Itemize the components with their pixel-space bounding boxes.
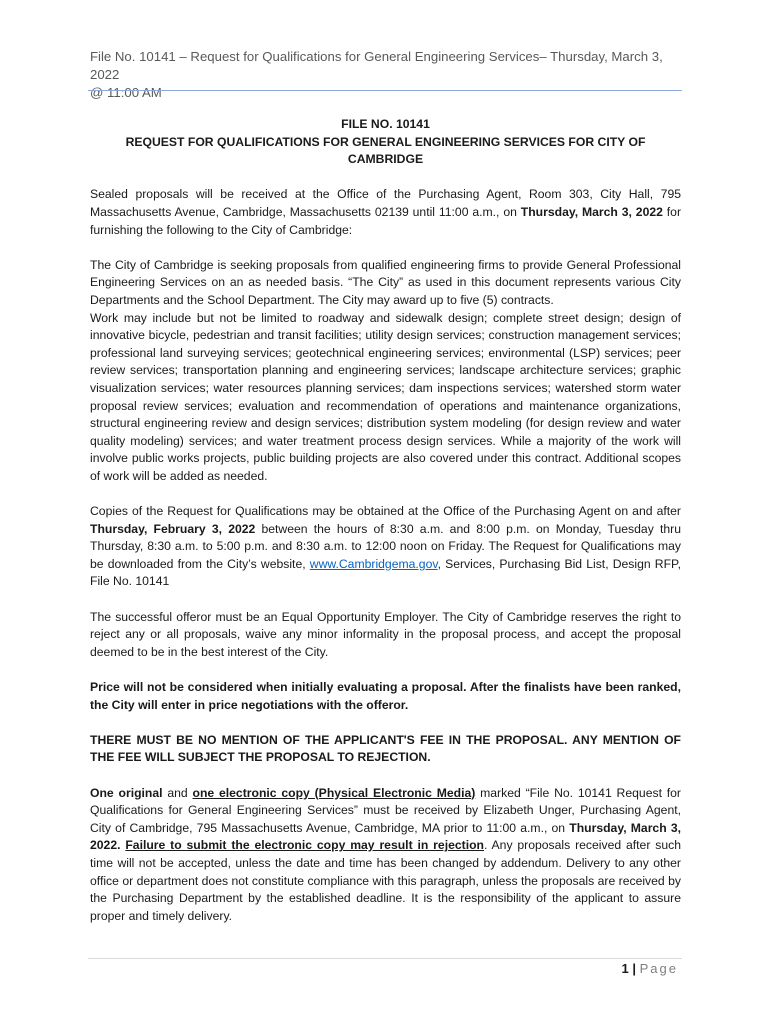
paragraph-city-seeking: The City of Cambridge is seeking proposals from qualified engineering firms to provide General Professional Engineering Services on an as needed basis. “The City” as used in this document represents various City Departments and the School Department. The City may award up to five (5) contracts. — [90, 257, 681, 307]
paragraph-equal-opportunity: The successful offeror must be an Equal Opportunity Employer. The City of Cambridge reserves the right to reject any or all proposals, waive any minor informality in the proposal process, and accept the proposal deemed to be in the best interest of the City. — [90, 609, 681, 659]
p1-deadline-date: Thursday, March 3, 2022 — [520, 204, 663, 219]
page-separator: | — [632, 961, 636, 976]
p8-deadline-date: Thursday, March 3, 2022. — [90, 820, 681, 853]
page-label: Page — [639, 961, 678, 976]
paragraph-copies — [90, 503, 681, 591]
p4-text-d: , Services, Purchasing Bid List, Design RFP, File No. 10141 — [90, 556, 681, 589]
page-number: 1 — [621, 961, 629, 976]
paragraph-work-scope: Work may include but not be limited to roadway and sidewalk design; complete street design; design of innovative bicycle, pedestrian and transit facilities; utility design services; construction management services; professional land surveying services; geotechnical engineering services; environmental (LSP) services; peer review services; transportation planning and engineering services; landscape architecture services; graphic visualization services; water resources planning services; dam inspections services; watershed storm water proposal review services; evaluation and recommendation of operations and maintenance organizations, structural engineering review and design services; distribution system modeling (for design review and water quality modeling) services; and water treatment process design services. While a majority of the work will involve public works projects, public building projects are also covered under this contract. Additional scopes of work will be added as needed. — [90, 310, 681, 483]
p8-text-h: . Any proposals received after such time will not be accepted, unless the date and time has been changed by addendum. Delivery to any other office or department does not constitute compliance with this paragraph, unless the proposals are received by the Purchasing Department by the established deadline. It is the responsibility of the applicant to assure proper and timely delivery. — [90, 838, 681, 923]
paragraph-price-notice — [90, 679, 681, 714]
p8-text-d: marked “File No. 10141 Request for Qualifications for General Engineering Services” must be received by Elizabeth Unger, Purchasing Agent, City of Cambridge, 795 Massachusetts Avenue, Cambridge, MA prior to 11:00 a.m., on — [90, 785, 681, 835]
p4-availability-date: Thursday, February 3, 2022 — [90, 521, 256, 536]
footer-divider — [88, 958, 682, 959]
rfq-title: REQUEST FOR QUALIFICATIONS FOR GENERAL ENGINEERING SERVICES FOR CITY OF CAMBRIDGE — [125, 134, 646, 167]
p8-text-and: and — [162, 785, 193, 800]
paragraph-submission — [90, 785, 681, 926]
price-notice-text: Price will not be considered when initially evaluating a proposal. After the finalists have been ranked, the City will enter in price negotiations with the offeror. — [90, 680, 681, 712]
p8-one-original: One original — [90, 785, 163, 800]
running-header — [90, 48, 680, 102]
paragraph-sealed-proposals — [90, 186, 681, 239]
paragraph-fee-warning — [90, 732, 681, 767]
p8-failure-warning: Failure to submit the electronic copy may result in rejection — [125, 838, 484, 853]
header-line-1: File No. 10141 – Request for Qualifications for General Engineering Services– Thursday, March 3, 2022 — [90, 49, 663, 82]
header-divider — [88, 90, 682, 91]
p8-electronic-copy: one electronic copy (Physical Electronic Media) — [192, 785, 476, 800]
p1-text-a: Sealed proposals will be received at the Office of the Purchasing Agent, Room 303, City Hall, 795 Massachusetts Avenue, Cambridge, Massachusetts 02139 until 11:00 a.m., on — [90, 187, 681, 219]
header-line-2: @ 11:00 AM — [90, 85, 162, 100]
fee-warning-text: THERE MUST BE NO MENTION OF THE APPLICANT'S FEE IN THE PROPOSAL. ANY MENTION OF THE FEE WILL SUBJECT THE PROPOSAL TO REJECTION. — [90, 732, 681, 765]
city-website-link[interactable]: www.Cambridgema.gov — [309, 556, 438, 571]
document-body — [90, 116, 681, 925]
p4-text-c: between the hours of 8:30 a.m. and 8:00 p.m. on Monday, Tuesday thru Thursday, 8:30 a.m. to 5:00 p.m. and 8:30 a.m. to 12:00 noon on Friday. The Request for Qualifications may be downloaded from the City’s website, — [90, 521, 681, 571]
p1-text-c: for furnishing the following to the City of Cambridge: — [90, 204, 682, 237]
page-footer — [622, 961, 679, 976]
file-number-title: FILE NO. 10141 — [341, 117, 430, 131]
p4-text-a: Copies of the Request for Qualifications may be obtained at the Office of the Purchasing Agent on and after — [90, 504, 681, 519]
